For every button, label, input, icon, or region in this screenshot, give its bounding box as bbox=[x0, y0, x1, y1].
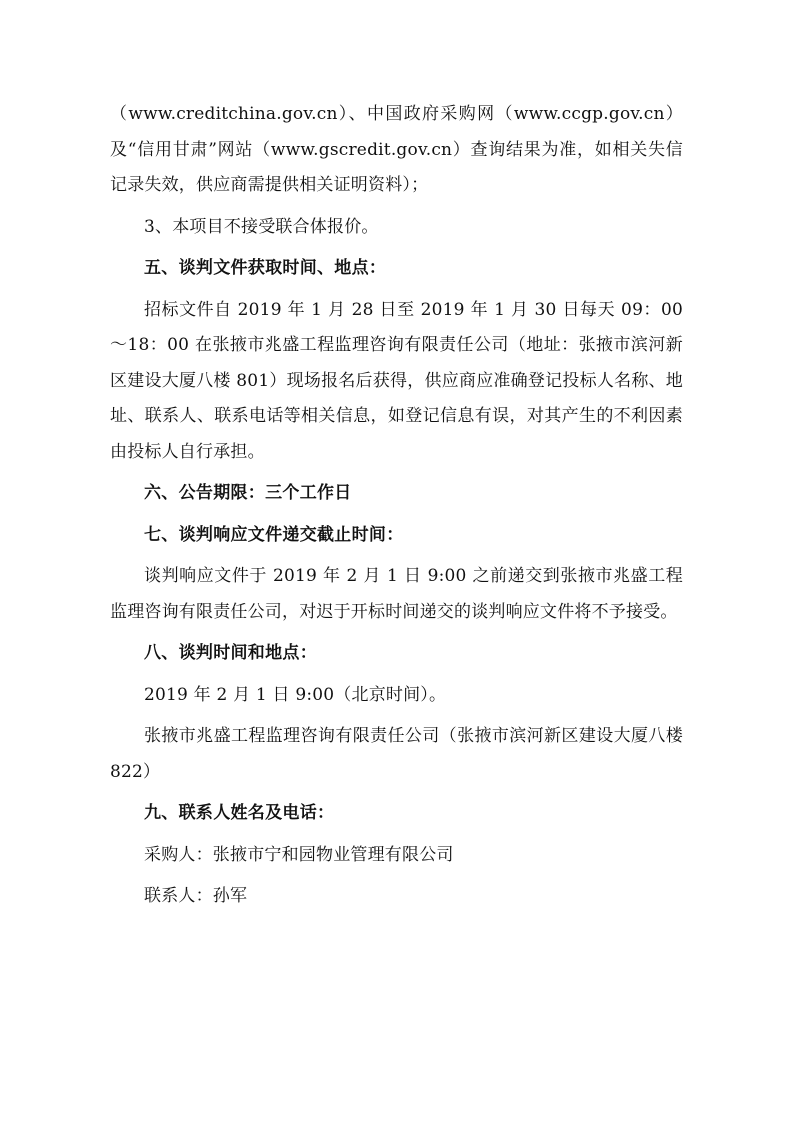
section-5-heading: 五、谈判文件获取时间、地点： bbox=[144, 258, 387, 278]
section-8-place: 张掖市兆盛工程监理咨询有限责任公司（张掖市滨河新区建设大厦八楼 822） bbox=[110, 726, 683, 782]
section-9-buyer: 采购人：张掖市宁和园物业管理有限公司 bbox=[144, 844, 454, 865]
section-9-heading: 九、联系人姓名及电话： bbox=[144, 803, 335, 823]
item-3-paragraph: 3、本项目不接受联合体报价。 bbox=[144, 216, 379, 237]
section-7-heading: 七、谈判响应文件递交截止时间： bbox=[144, 524, 404, 545]
section-8-heading: 八、谈判时间和地点： bbox=[144, 643, 317, 663]
section-5-paragraph: 招标文件自 2019 年 1 月 28 日至 2019 年 1 月 30 日每天 09：00～18：00 在张掖市兆盛工程监理咨询有限责任公司（地址：张掖市滨河新区建设大厦八楼 801）现场报名后获得，供应商应准确登记投标人名称、地址、联系人、联系电话等相关信息，如登记信息有误，对其产生的不利因素由投标人自行承担。 bbox=[110, 299, 683, 462]
section-8-time: 2019 年 2 月 1 日 9:00（北京时间）。 bbox=[144, 684, 447, 705]
credit-check-paragraph: （www.creditchina.gov.cn）、中国政府采购网（www.ccgp.gov.cn）及“信用甘肃”网站（www.gscredit.gov.cn）查询结果为准，如相关失信记录失效，供应商需提供相关证明资料）； bbox=[110, 104, 683, 195]
section-6-heading: 六、公告期限：三个工作日 bbox=[144, 483, 352, 503]
section-9-contact: 联系人：孙军 bbox=[144, 886, 248, 906]
section-7-paragraph: 谈判响应文件于 2019 年 2 月 1 日 9:00 之前递交到张掖市兆盛工程监理咨询有限责任公司，对迟于开标时间递交的谈判响应文件将不予接受。 bbox=[110, 566, 683, 622]
